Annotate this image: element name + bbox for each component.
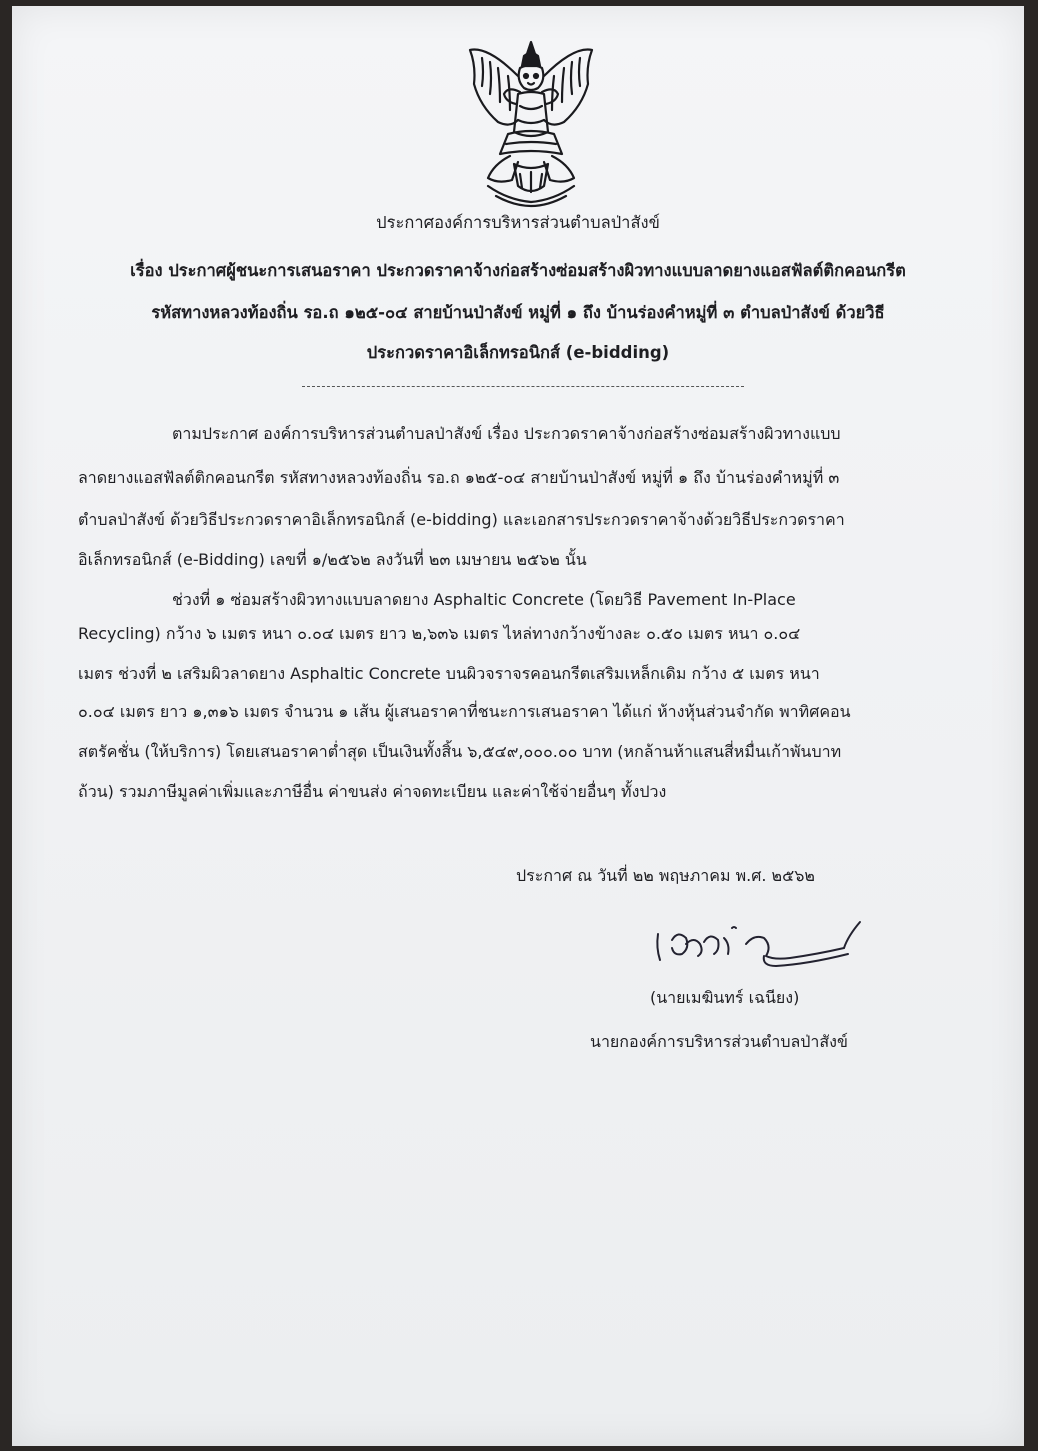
paragraph-1-line: ตำบลป่าสังข์ ด้วยวิธีประกวดราคาอิเล็กทรอนิกส์ (e-bidding) และเอกสารประกวดราคาจ้างด้วยวิธีประกวดราคา [78,510,845,529]
header-subject-line-1: เรื่อง ประกาศผู้ชนะการเสนอราคา ประกวดราคาจ้างก่อสร้างซ่อมสร้างผิวทางแบบลาดยางแอสฟัลต์ติกคอนกรีต [130,261,906,280]
handwritten-signature [648,914,880,976]
paragraph-2-line: สตรัคชั่น (ให้บริการ) โดยเสนอราคาต่ำสุด เป็นเงินทั้งสิ้น ๖,๕๔๙,๐๐๐.๐๐ บาท (หกล้านห้าแสนสี่หมื่นเก้าพันบาท [78,742,842,761]
document-page [12,6,1024,1446]
header-subject-line-2: รหัสทางหลวงท้องถิ่น รอ.ถ ๑๒๕-๐๔ สายบ้านป่าสังข์ หมู่ที่ ๑ ถึง บ้านร่องคำหมู่ที่ ๓ ตำบลป่าสังข์ ด้วยวิธี [151,303,885,322]
paragraph-2-line: ถ้วน) รวมภาษีมูลค่าเพิ่มและภาษีอื่น ค่าขนส่ง ค่าจดทะเบียน และค่าใช้จ่ายอื่นๆ ทั้งปวง [78,782,667,801]
paragraph-2-line: Recycling) กว้าง ๖ เมตร หนา ๐.๐๔ เมตร ยาว ๒,๖๓๖ เมตร ไหล่ทางกว้างข้างละ ๐.๕๐ เมตร หนา ๐.๐๔ [78,624,801,643]
announcement-date: ประกาศ ณ วันที่ ๒๒ พฤษภาคม พ.ศ. ๒๕๖๒ [516,866,815,885]
paragraph-2-line: เมตร ช่วงที่ ๒ เสริมผิวลาดยาง Asphaltic Concrete บนผิวจราจรคอนกรีตเสริมเหล็กเดิม กว้าง ๕ เมตร หนา [78,664,820,683]
signer-title: นายกองค์การบริหารส่วนตำบลป่าสังข์ [590,1032,848,1051]
paragraph-2-line: ช่วงที่ ๑ ซ่อมสร้างผิวทางแบบลาดยาง Asphaltic Concrete (โดยวิธี Pavement In-Place [172,590,796,609]
garuda-emblem [458,36,604,208]
paragraph-1-line: อิเล็กทรอนิกส์ (e-Bidding) เลขที่ ๑/๒๕๖๒ ลงวันที่ ๒๓ เมษายน ๒๕๖๒ นั้น [78,550,587,569]
signer-name: (นายเมฆินทร์ เฉนียง) [650,988,800,1007]
header-title: ประกาศองค์การบริหารส่วนตำบลป่าสังข์ [376,213,660,232]
paragraph-2-line: ๐.๐๔ เมตร ยาว ๑,๓๑๖ เมตร จำนวน ๑ เส้น ผู้เสนอราคาที่ชนะการเสนอราคา ได้แก่ ห้างหุ้นส่วนจำกัด พาทิศคอน [78,702,851,721]
paragraph-1-line: ลาดยางแอสฟัลต์ติกคอนกรีต รหัสทางหลวงท้องถิ่น รอ.ถ ๑๒๕-๐๔ สายบ้านป่าสังข์ หมู่ที่ ๑ ถึง บ้านร่องคำหมู่ที่ ๓ [78,468,840,487]
header-subject-line-3: ประกวดราคาอิเล็กทรอนิกส์ (e-bidding) [366,343,670,362]
dashed-separator [302,386,744,387]
paragraph-1-line: ตามประกาศ องค์การบริหารส่วนตำบลป่าสังข์ เรื่อง ประกวดราคาจ้างก่อสร้างซ่อมสร้างผิวทางแบบ [172,424,841,443]
